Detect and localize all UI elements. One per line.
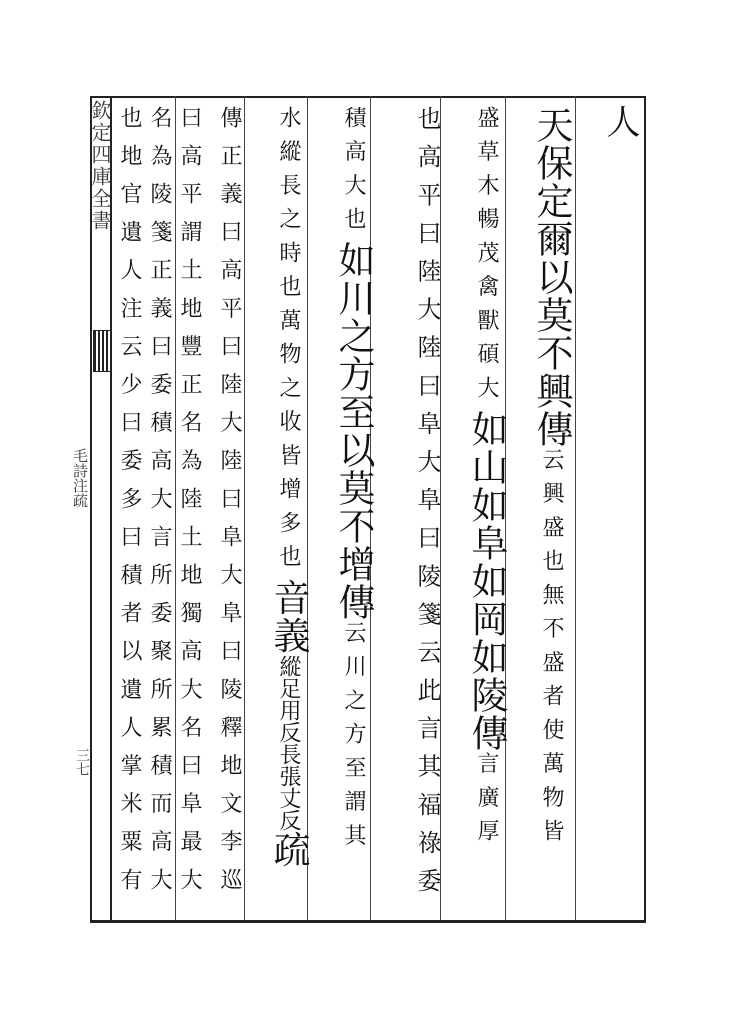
commentary-text: 也地官遺人注云少曰委多曰積者以遺人掌米粟有 xyxy=(117,106,142,906)
commentary-text: 云川之方至謂其 xyxy=(341,621,366,858)
text-column-3 xyxy=(382,106,441,916)
margin-strip xyxy=(90,96,112,922)
commentary-text: 名為陵箋正義曰委積高大言所委聚所累積而高大 xyxy=(147,106,172,906)
main-text: 音義 xyxy=(267,578,310,655)
text-column-4 xyxy=(317,106,373,916)
commentary-text: 也高平曰陸大陸曰阜大阜曰陵箋云此言其福祿委 xyxy=(413,106,441,906)
note-line-left: 長張丈反 xyxy=(276,742,301,831)
commentary-text: 言廣厚 xyxy=(474,751,499,853)
main-text: 如山如阜如岡如陵傳 xyxy=(465,409,508,752)
spine-title: 毛詩注疏 xyxy=(71,448,89,508)
text-column-1 xyxy=(515,106,571,916)
bottom-rule xyxy=(90,920,646,923)
margin-title: 欽定四庫全書 xyxy=(88,100,112,232)
header-char: 人 xyxy=(600,104,640,138)
main-text: 如川之方至以莫不增傳 xyxy=(332,241,375,621)
page-number: 三七 xyxy=(74,748,90,776)
column-rule xyxy=(244,96,245,922)
commentary-text: 水縱長之時也萬物之收皆增多也 xyxy=(276,106,301,579)
column-rule xyxy=(575,96,576,922)
text-column-6 xyxy=(196,106,240,916)
text-column-5 xyxy=(252,106,308,916)
main-text: 天保定爾以莫不興傳 xyxy=(530,106,573,448)
commentary-text: 積高大也 xyxy=(341,106,366,241)
commentary-text: 盛草木暢茂禽獸碩大 xyxy=(474,106,499,410)
commentary-text: 云興盛也無不盛者使萬物皆 xyxy=(539,448,564,853)
commentary-text: 曰高平謂土地豐正名為陸土地獨高大名曰阜最大 xyxy=(177,106,202,906)
commentary-text: 傳正義曰高平曰陸大陸曰阜大阜曰陵釋地文李巡 xyxy=(217,106,242,906)
main-text: 疏 xyxy=(267,830,310,869)
text-column-2 xyxy=(450,106,506,916)
note-line-right: 縱足用反 xyxy=(276,654,301,743)
interlinear-note xyxy=(276,655,300,831)
text-column-9 xyxy=(110,106,140,916)
